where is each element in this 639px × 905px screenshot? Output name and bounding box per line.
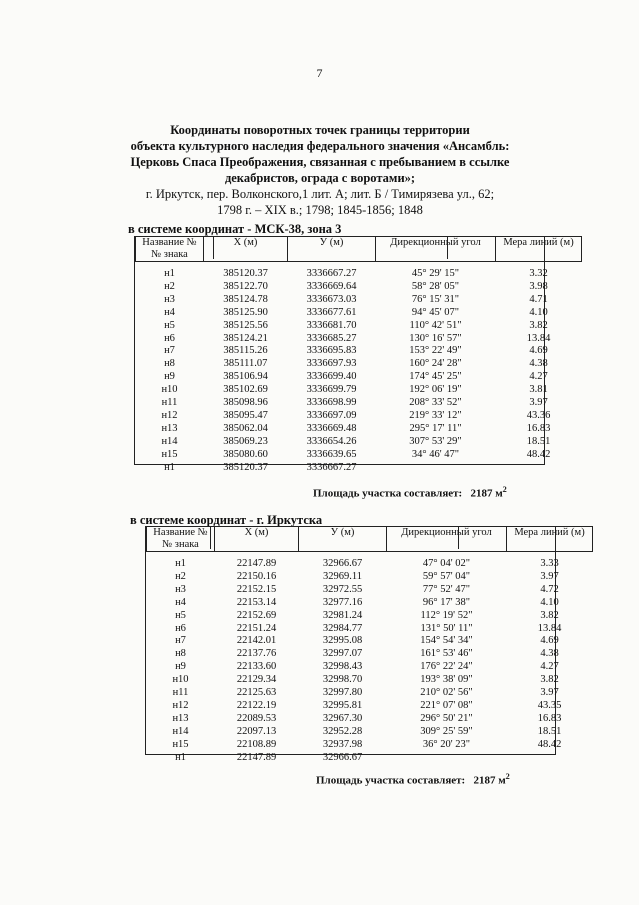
line-length-cell: 18.51: [537, 725, 562, 737]
header-length: Мера линий (м): [496, 237, 582, 262]
header-y: У (м): [299, 527, 387, 552]
x-coordinate-cell: 385098.96: [223, 397, 268, 409]
x-coordinate-cell: 385069.23: [223, 435, 268, 447]
y-coordinate-cell: 3336697.93: [306, 358, 357, 370]
table-row: [136, 358, 582, 371]
section-1-title: в системе координат - МСК-38, зона 3: [128, 222, 342, 236]
x-coordinate-cell: 22122.19: [236, 699, 277, 711]
table-row: [147, 726, 593, 739]
line-length-cell: 3.82: [540, 674, 559, 686]
area-unit: м: [498, 774, 506, 787]
x-coordinate-cell: 385080.60: [223, 448, 268, 460]
direction-angle-cell: 295° 17' 11": [409, 422, 462, 434]
header-name: Название №№ знака: [147, 527, 215, 552]
direction-angle-cell: 307° 53' 29": [409, 435, 462, 447]
direction-angle-cell: 112° 19' 52": [420, 609, 473, 621]
table-row: [136, 449, 582, 462]
table-row: [147, 648, 593, 661]
x-coordinate-cell: 385062.04: [223, 422, 268, 434]
line-length-cell: 4.27: [540, 661, 559, 673]
direction-angle-cell: 193° 38' 09": [420, 674, 473, 686]
y-coordinate-cell: 32937.98: [322, 738, 363, 750]
table-row: [147, 713, 593, 726]
direction-angle-cell: [387, 752, 507, 765]
document-header: [100, 122, 540, 218]
y-coordinate-cell: 32984.77: [322, 622, 363, 634]
y-coordinate-cell: 3336669.64: [306, 280, 357, 292]
direction-angle-cell: 96° 17' 38": [422, 596, 471, 608]
x-coordinate-cell: 22089.53: [236, 712, 277, 724]
point-name-cell: н4: [175, 596, 186, 608]
point-name-cell: н10: [161, 384, 178, 396]
point-name-cell: н14: [172, 725, 189, 737]
table-row: [136, 307, 582, 320]
x-coordinate-cell: 22129.34: [236, 674, 277, 686]
y-coordinate-cell: 32952.28: [322, 725, 363, 737]
table-row: [136, 268, 582, 281]
direction-angle-cell: 174° 45' 25": [409, 371, 462, 383]
point-name-cell: н7: [175, 635, 186, 647]
direction-angle-cell: 208° 33' 52": [409, 397, 462, 409]
x-coordinate-cell: 385106.94: [223, 371, 268, 383]
x-coordinate-cell: 22142.01: [236, 635, 277, 647]
point-name-cell: н9: [175, 661, 186, 673]
direction-angle-cell: 309° 25' 59": [420, 725, 473, 737]
direction-angle-cell: 45° 29' 15": [411, 268, 460, 279]
section-2-title: в системе координат - г. Иркутска: [130, 513, 323, 527]
table-row: [136, 345, 582, 358]
x-coordinate-cell: 385102.69: [223, 384, 268, 396]
table-row: [147, 623, 593, 636]
x-coordinate-cell: 385124.78: [223, 293, 268, 305]
point-name-cell: н15: [161, 448, 178, 460]
line-length-cell: 3.97: [540, 570, 559, 582]
direction-angle-cell: [376, 462, 496, 475]
direction-angle-cell: 131° 50' 11": [420, 622, 473, 634]
line-length-cell: 16.83: [537, 712, 562, 724]
y-coordinate-cell: 3336673.03: [306, 293, 357, 305]
line-length-cell: 4.27: [529, 371, 548, 383]
point-name-cell: н12: [161, 409, 178, 421]
point-name-cell: н11: [161, 397, 178, 409]
direction-angle-cell: 36° 20' 23": [422, 738, 471, 750]
direction-angle-cell: 296° 50' 21": [420, 712, 473, 724]
line-length-cell: 13.84: [537, 622, 562, 634]
point-name-cell: н6: [164, 332, 175, 344]
section-2-table: [146, 526, 593, 765]
table-row: [147, 571, 593, 584]
table-row: [147, 700, 593, 713]
line-length-cell: 18.51: [526, 435, 551, 447]
table-row: [136, 371, 582, 384]
point-name-cell: н2: [164, 280, 175, 292]
x-coordinate-cell: 22152.15: [236, 583, 277, 595]
line-length-cell: 48.42: [537, 738, 562, 750]
x-coordinate-cell: 22152.69: [236, 609, 277, 621]
point-name-cell: н7: [164, 345, 175, 357]
table-row: [136, 462, 582, 475]
y-coordinate-cell: 32966.67: [322, 751, 363, 763]
line-length-cell: 16.83: [526, 422, 551, 434]
direction-angle-cell: 221° 07' 08": [420, 699, 473, 711]
x-coordinate-cell: 385120.37: [223, 461, 268, 473]
title-line-4: декабристов, ограда с воротами»;: [224, 171, 416, 185]
table-row: [147, 597, 593, 610]
title-line-2: объекта культурного наследия федерального значения «Ансамбль:: [130, 139, 510, 153]
point-name-cell: н14: [161, 435, 178, 447]
x-coordinate-cell: 385120.37: [223, 268, 268, 279]
table-row: [147, 674, 593, 687]
address-line-2: 1798 г. – XIX в.; 1798; 1845-1856; 1848: [217, 203, 423, 217]
table-row: [136, 436, 582, 449]
direction-angle-cell: 34° 46' 47": [411, 448, 460, 460]
point-name-cell: н1: [175, 751, 186, 763]
area-label: Площадь участка составляет:: [316, 774, 466, 787]
y-coordinate-cell: 3336654.26: [306, 435, 357, 447]
direction-angle-cell: 192° 06' 19": [409, 384, 462, 396]
line-length-cell: 3.97: [529, 397, 548, 409]
table-row: [147, 610, 593, 623]
line-length-cell: [507, 752, 593, 765]
table-row: [147, 584, 593, 597]
point-name-cell: н13: [161, 422, 178, 434]
header-angle: Дирекционный угол: [376, 237, 496, 262]
y-coordinate-cell: 32966.67: [322, 558, 363, 569]
title-line-1: Координаты поворотных точек границы территории: [170, 123, 470, 137]
point-name-cell: н5: [175, 609, 186, 621]
table-row: [147, 687, 593, 700]
table-row: [136, 384, 582, 397]
line-length-cell: 43.35: [537, 699, 562, 711]
section-1-table: [135, 236, 582, 475]
line-length-cell: 48.42: [526, 448, 551, 460]
x-coordinate-cell: 22125.63: [236, 687, 277, 699]
line-length-cell: 13.84: [526, 332, 551, 344]
x-coordinate-cell: 385115.26: [223, 345, 268, 357]
y-coordinate-cell: 32995.81: [322, 699, 363, 711]
point-name-cell: н12: [172, 699, 189, 711]
y-coordinate-cell: 3336639.65: [306, 448, 357, 460]
area-label: Площадь участка составляет:: [313, 487, 463, 500]
x-coordinate-cell: 22108.89: [236, 738, 277, 750]
header-length: Мера линий (м): [507, 527, 593, 552]
line-length-cell: 3.32: [529, 268, 548, 279]
point-name-cell: н3: [175, 583, 186, 595]
table-row: [136, 333, 582, 346]
x-coordinate-cell: 22147.89: [236, 558, 277, 569]
y-coordinate-cell: 32969.11: [323, 570, 362, 582]
x-coordinate-cell: 385125.56: [223, 319, 268, 331]
y-coordinate-cell: 3336667.27: [306, 461, 357, 473]
line-length-cell: 3.33: [540, 558, 559, 569]
point-name-cell: н5: [164, 319, 175, 331]
x-coordinate-cell: 22147.89: [236, 751, 277, 763]
line-length-cell: 3.82: [529, 319, 548, 331]
address-line-1: г. Иркутск, пер. Волконского,1 лит. А; лит. Б / Тимирязева ул., 62;: [145, 187, 495, 201]
header-x: X (м): [204, 237, 288, 262]
area-unit: м: [495, 487, 503, 500]
y-coordinate-cell: 3336698.99: [306, 397, 357, 409]
line-length-cell: 4.69: [529, 345, 548, 357]
title-line-3: Церковь Спаса Преображения, связанная с пребыванием в ссылке: [130, 155, 510, 169]
y-coordinate-cell: 3336667.27: [306, 268, 357, 279]
area-value: 2187: [473, 774, 496, 787]
direction-angle-cell: 130° 16' 57": [409, 332, 462, 344]
area-unit-exponent: 2: [505, 772, 510, 781]
line-length-cell: 43.36: [526, 409, 551, 421]
y-coordinate-cell: 3336681.70: [306, 319, 357, 331]
x-coordinate-cell: 22150.16: [236, 570, 277, 582]
area-unit-exponent: 2: [502, 485, 507, 494]
y-coordinate-cell: 3336699.79: [306, 384, 357, 396]
y-coordinate-cell: 3336699.40: [306, 371, 357, 383]
point-name-cell: н13: [172, 712, 189, 724]
area-value: 2187: [470, 487, 493, 500]
point-name-cell: н10: [172, 674, 189, 686]
y-coordinate-cell: 3336685.27: [306, 332, 357, 344]
direction-angle-cell: 77° 52' 47": [422, 583, 471, 595]
x-coordinate-cell: 385095.47: [223, 409, 268, 421]
line-length-cell: 3.98: [529, 280, 548, 292]
point-name-cell: н1: [164, 268, 175, 279]
x-coordinate-cell: 385111.07: [223, 358, 268, 370]
direction-angle-cell: 76° 15' 31": [411, 293, 460, 305]
point-name-cell: н15: [172, 738, 189, 750]
point-name-cell: н4: [164, 306, 175, 318]
table-row: [136, 281, 582, 294]
x-coordinate-cell: 22133.60: [236, 661, 277, 673]
line-length-cell: 3.81: [529, 384, 548, 396]
x-coordinate-cell: 385122.70: [223, 280, 268, 292]
line-length-cell: 3.82: [540, 609, 559, 621]
x-coordinate-cell: 22151.24: [236, 622, 277, 634]
x-coordinate-cell: 385124.21: [223, 332, 268, 344]
y-coordinate-cell: 32997.07: [322, 648, 363, 660]
table-row: [136, 397, 582, 410]
point-name-cell: н1: [175, 558, 186, 569]
table-row: [136, 423, 582, 436]
y-coordinate-cell: 3336677.61: [306, 306, 357, 318]
point-name-cell: н3: [164, 293, 175, 305]
direction-angle-cell: 219° 33' 12": [409, 409, 462, 421]
y-coordinate-cell: 32972.55: [322, 583, 363, 595]
table-row: [136, 320, 582, 333]
x-coordinate-cell: 22097.13: [236, 725, 277, 737]
direction-angle-cell: 59° 57' 04": [422, 570, 471, 582]
line-length-cell: 4.10: [540, 596, 559, 608]
section-1-area: [313, 485, 507, 500]
direction-angle-cell: 153° 22' 49": [409, 345, 462, 357]
header-angle: Дирекционный угол: [387, 527, 507, 552]
table-row: [147, 635, 593, 648]
direction-angle-cell: 210° 02' 56": [420, 687, 473, 699]
y-coordinate-cell: 32998.43: [322, 661, 363, 673]
page-number: 7: [316, 66, 323, 80]
point-name-cell: н8: [164, 358, 175, 370]
line-length-cell: 4.72: [540, 583, 559, 595]
header-name: Название №№ знака: [136, 237, 204, 262]
table-row: [147, 558, 593, 571]
point-name-cell: н2: [175, 570, 186, 582]
y-coordinate-cell: 32967.30: [322, 712, 363, 724]
direction-angle-cell: 110° 42' 51": [409, 319, 462, 331]
line-length-cell: 4.71: [529, 293, 548, 305]
line-length-cell: [496, 462, 582, 475]
line-length-cell: 4.10: [529, 306, 548, 318]
table-row: [147, 739, 593, 752]
table-row: [147, 752, 593, 765]
table-row: [136, 410, 582, 423]
y-coordinate-cell: 32998.70: [322, 674, 363, 686]
direction-angle-cell: 176° 22' 24": [420, 661, 473, 673]
line-length-cell: 4.38: [529, 358, 548, 370]
direction-angle-cell: 161° 53' 46": [420, 648, 473, 660]
x-coordinate-cell: 22153.14: [236, 596, 277, 608]
point-name-cell: н9: [164, 371, 175, 383]
point-name-cell: н6: [175, 622, 186, 634]
line-length-cell: 4.69: [540, 635, 559, 647]
y-coordinate-cell: 3336697.09: [306, 409, 357, 421]
x-coordinate-cell: 22137.76: [236, 648, 277, 660]
direction-angle-cell: 47° 04' 02": [422, 558, 471, 569]
table-row: [147, 661, 593, 674]
y-coordinate-cell: 3336695.83: [306, 345, 357, 357]
direction-angle-cell: 94° 45' 07": [411, 306, 460, 318]
point-name-cell: н8: [175, 648, 186, 660]
direction-angle-cell: 58° 28' 05": [411, 280, 460, 292]
point-name-cell: н11: [172, 687, 189, 699]
y-coordinate-cell: 32995.08: [322, 635, 363, 647]
y-coordinate-cell: 32981.24: [322, 609, 363, 621]
x-coordinate-cell: 385125.90: [223, 306, 268, 318]
table-row: [136, 294, 582, 307]
section-2-area: [316, 772, 510, 787]
y-coordinate-cell: 32997.80: [322, 687, 363, 699]
header-y: У (м): [288, 237, 376, 262]
y-coordinate-cell: 3336669.48: [306, 422, 357, 434]
line-length-cell: 3.97: [540, 687, 559, 699]
direction-angle-cell: 160° 24' 28": [409, 358, 462, 370]
direction-angle-cell: 154° 54' 34": [420, 635, 473, 647]
y-coordinate-cell: 32977.16: [322, 596, 363, 608]
line-length-cell: 4.38: [540, 648, 559, 660]
header-x: X (м): [215, 527, 299, 552]
point-name-cell: н1: [164, 461, 175, 473]
